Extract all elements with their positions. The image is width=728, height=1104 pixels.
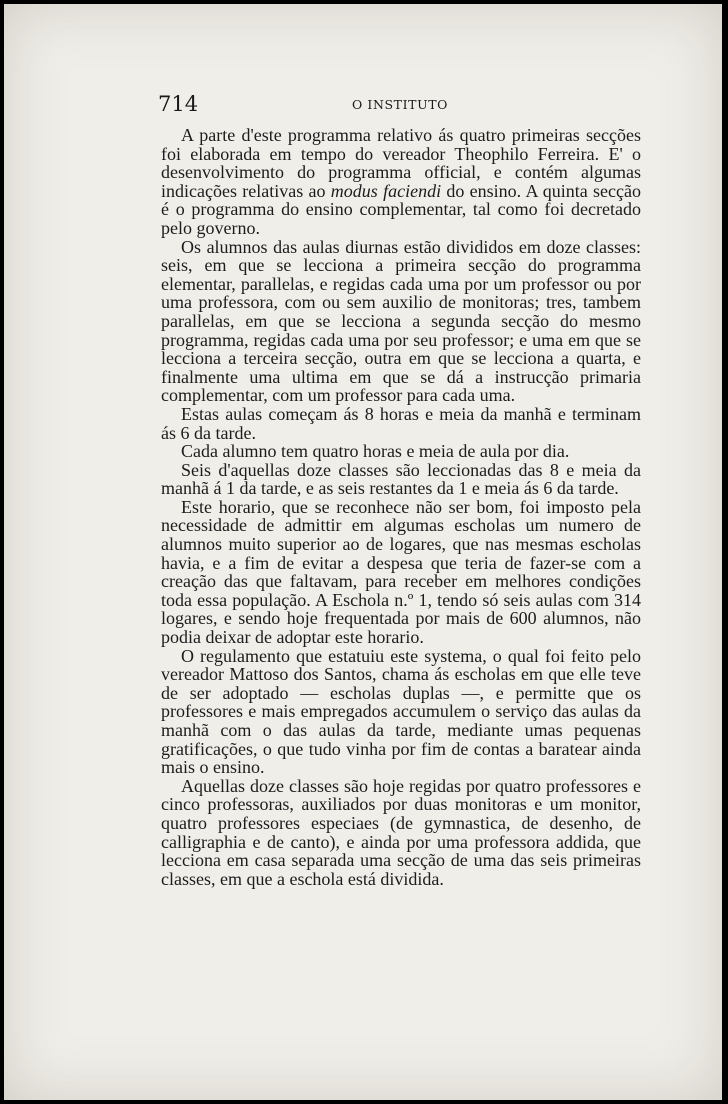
paragraph: A parte d'este programma relativo ás quatro primeiras secções foi elaborada em tempo do vereador Theophilo Ferreira. E' o desenvolvimento do programma official, e contém algumas indicações relativas ao modus faciendi do ensino. A quinta secção é o programma do ensino complementar, tal como foi decretado pelo governo. [161, 125, 641, 238]
paragraph: Cada alumno tem quatro horas e meia de aula por dia. [181, 441, 570, 462]
paragraph: Estas aulas começam ás 8 horas e meia da manhã e terminam ás 6 da tarde. [161, 403, 641, 443]
emphasis: modus faciendi [330, 180, 442, 201]
paragraph: Aquellas doze classes são hoje regidas por quatro professores e cinco professoras, auxiliados por duas monitoras e um monitor, quatro professores especiaes (de gymnastica, de desenho, de calligraphia e de canto), e ainda por uma professora addida, que lecciona em casa separada uma secção de uma das seis primeiras classes, em que a eschola está dividida. [161, 775, 641, 889]
paragraph: Os alumnos das aulas diurnas estão divididos em doze classes: seis, em que se lecciona a primeira secção do programma elementar, parallelas, e regidas cada uma por um professor ou por uma professora, com ou sem auxilio de monitoras; tres, tambem parallelas, em que se lecciona a segunda secção do mesmo programma, regidas cada uma por seu professor; e uma em que se lecciona a terceira secção, outra em que se lecciona a quarta, e finalmente uma ultima em que se dá a instrucção primaria complementar, com um professor para cada uma. [161, 236, 641, 406]
body-text [161, 126, 641, 888]
paragraph: Seis d'aquellas doze classes são leccionadas das 8 e meia da manhã á 1 da tarde, e as seis restantes da 1 e meia ás 6 da tarde. [161, 459, 641, 499]
running-title: O INSTITUTO [352, 97, 448, 112]
paragraph: O regulamento que estatuiu este systema, o qual foi feito pelo vereador Mattoso dos Santos, chama ás escholas em que elle teve de ser adoptado — escholas duplas —, e permitte que os professores e mais empregados accumulem o serviço das aulas da manhã com o das aulas da tarde, mediante umas pequenas gratificações, o que tudo vinha por fim de contas a baratear ainda mais o ensino. [161, 645, 641, 778]
paragraph: Este horario, que se reconhece não ser bom, foi imposto pela necessidade de admittir em algumas escholas um numero de alumnos muito superior ao de logares, que nas mesmas escholas havia, e a fim de evitar a despesa que teria de fazer-se com a creação das que faltavam, para receber em melhores condições toda essa população. A Eschola n.º 1, tendo só seis aulas com 314 logares, e sendo hoje frequentada por mais de 600 alumnos, não podia deixar de adoptar este horario. [161, 496, 641, 648]
page-header [156, 92, 644, 120]
page-number: 714 [158, 92, 199, 116]
